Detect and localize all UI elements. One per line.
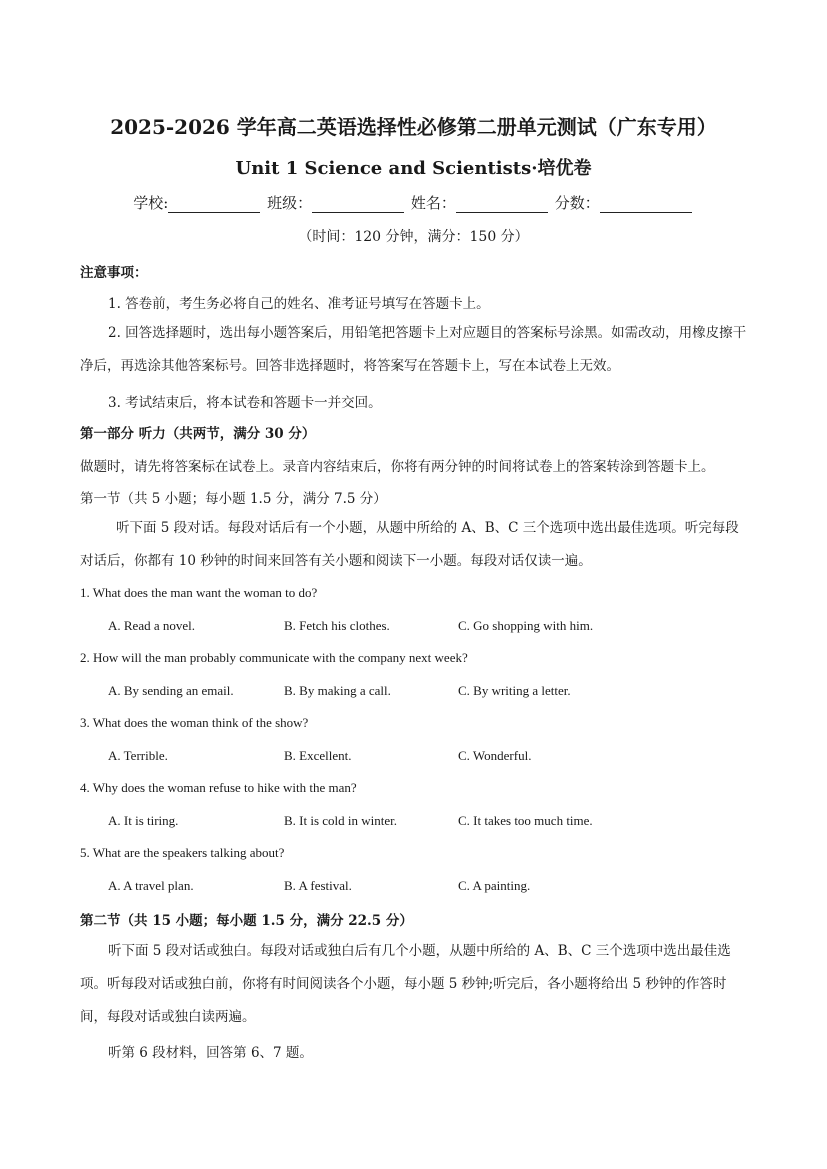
student-info-line <box>0 192 827 213</box>
q1-option-c[interactable]: C. Go shopping with him. <box>458 618 594 633</box>
q1-option-b[interactable]: B. Fetch his clothes. <box>284 618 390 633</box>
score-blank[interactable] <box>600 197 692 213</box>
notice-heading: 注意事项： <box>80 265 148 281</box>
class-label: 班级： <box>267 194 313 212</box>
q4-option-a[interactable]: A. It is tiring. <box>108 813 179 828</box>
q5-option-c[interactable]: C. A painting. <box>458 878 531 893</box>
question-1: 1. What does the man want the woman to do? <box>80 585 318 600</box>
name-blank[interactable] <box>456 197 548 213</box>
section2-heading: 第二节（共 15 小题；每小题 1.5 分，满分 22.5 分） <box>80 913 413 929</box>
name-label: 姓名： <box>410 194 456 212</box>
q3-option-b[interactable]: B. Excellent. <box>284 748 352 763</box>
q2-option-a[interactable]: A. By sending an email. <box>108 683 234 698</box>
part1-heading: 第一部分 听力（共两节，满分 30 分） <box>80 426 316 442</box>
q3-option-c[interactable]: C. Wonderful. <box>458 748 532 763</box>
q2-option-b[interactable]: B. By making a call. <box>284 683 391 698</box>
page-title: 2025-2026 学年高二英语选择性必修第二册单元测试（广东专用） <box>110 115 717 139</box>
page-subtitle: Unit 1 Science and Scientists·培优卷 <box>235 158 592 179</box>
question-4: 4. Why does the woman refuse to hike with the man? <box>80 780 357 795</box>
section2-instruction: 听下面 5 段对话或独白。每段对话或独白后有几个小题，从题中所给的 A、B、C 三个选项中选出最佳选项。听每段对话或独白前，你将有时间阅读各个小题，每小题 5 秒钟;听完后，各小题将给出 5 秒钟的作答时间，每段对话或独白读两遍。 <box>80 943 731 1025</box>
notice-item-3: 3. 考试结束后，将本试卷和答题卡一并交回。 <box>108 395 382 411</box>
q3-option-a[interactable]: A. Terrible. <box>108 748 168 763</box>
class-blank[interactable] <box>312 197 404 213</box>
question-3: 3. What does the woman think of the show? <box>80 715 309 730</box>
q4-option-c[interactable]: C. It takes too much time. <box>458 813 593 828</box>
part1-intro: 做题时，请先将答案标在试卷上。录音内容结束后，你将有两分钟的时间将试卷上的答案转涂到答题卡上。 <box>80 459 715 475</box>
school-blank[interactable] <box>168 197 260 213</box>
q4-option-b[interactable]: B. It is cold in winter. <box>284 813 398 828</box>
q5-option-b[interactable]: B. A festival. <box>284 878 352 893</box>
listen-6-instruction: 听第 6 段材料，回答第 6、7 题。 <box>108 1045 313 1061</box>
section1-instruction: 听下面 5 段对话。每段对话后有一个小题，从题中所给的 A、B、C 三个选项中选出最佳选项。听完每段对话后，你都有 10 秒钟的时间来回答有关小题和阅读下一小题。每段对话仅读一遍。 <box>80 520 739 569</box>
question-5: 5. What are the speakers talking about? <box>80 845 285 860</box>
score-label: 分数： <box>554 194 600 212</box>
notice-item-1: 1. 答卷前，考生务必将自己的姓名、准考证号填写在答题卡上。 <box>108 296 490 312</box>
time-info: （时间：120 分钟，满分：150 分） <box>298 229 529 245</box>
school-label: 学校: <box>133 194 169 212</box>
q5-option-a[interactable]: A. A travel plan. <box>108 878 194 893</box>
q1-option-a[interactable]: A. Read a novel. <box>108 618 196 633</box>
section1-heading: 第一节（共 5 小题；每小题 1.5 分，满分 7.5 分） <box>80 491 387 507</box>
q2-option-c[interactable]: C. By writing a letter. <box>458 683 571 698</box>
question-2: 2. How will the man probably communicate with the company next week? <box>80 650 468 665</box>
notice-item-2: 2. 回答选择题时，选出每小题答案后，用铅笔把答题卡上对应题目的答案标号涂黑。如需改动，用橡皮擦干净后，再选涂其他答案标号。回答非选择题时，将答案写在答题卡上，写在本试卷上无效。 <box>80 325 747 374</box>
